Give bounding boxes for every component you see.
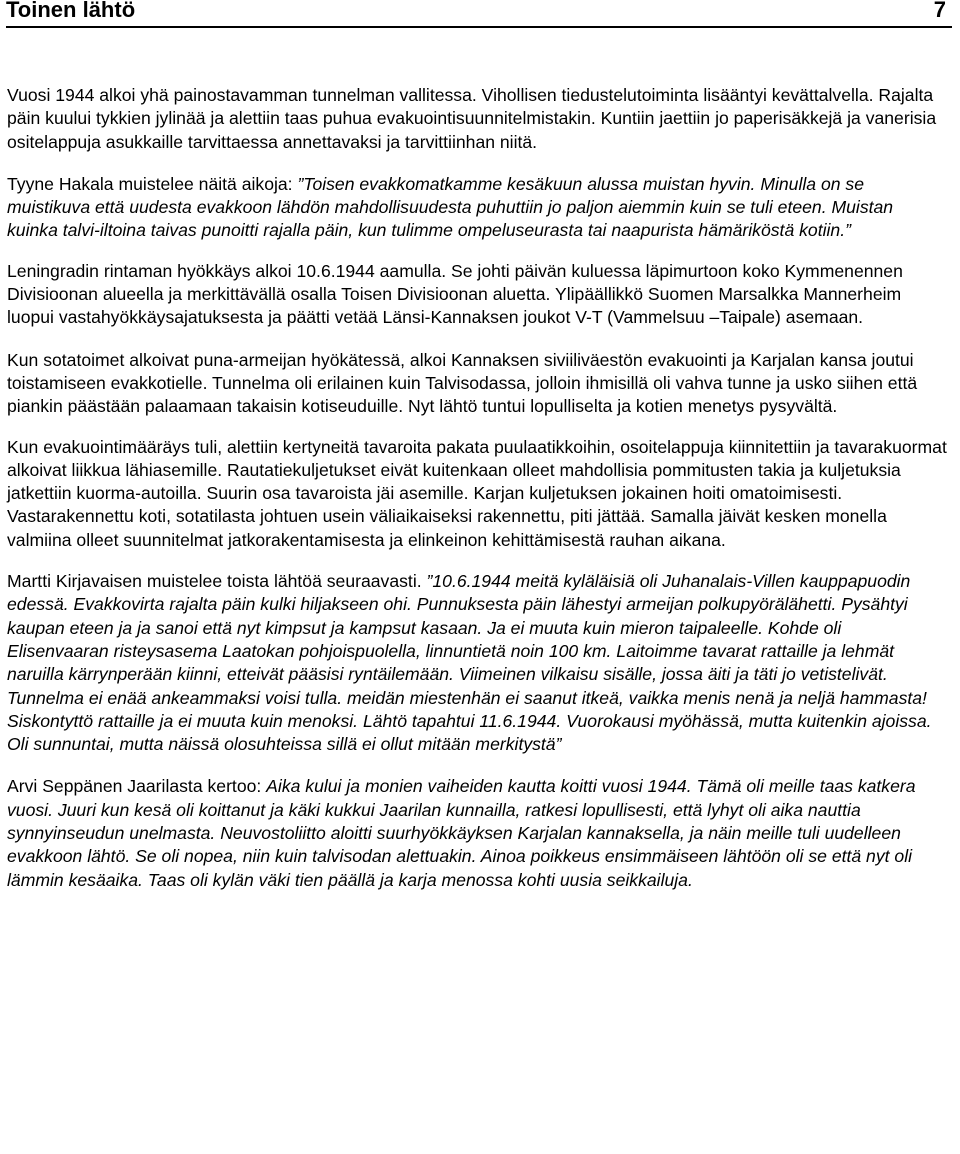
paragraph-seppanen — [7, 775, 947, 891]
paragraph-text: Vuosi 1944 alkoi yhä painostavamman tunnelman vallitessa. Vihollisen tiedustelutoiminta lisääntyi kevättalvella. Rajalta päin kuului tykkien jylinää ja alettiin taas puhua evakuointisuunnitelmistakin. Kuntiin jaettiin jo paperisäkkejä ja vanerisia ositelappuja asukkaille tarvittaessa annettavaksi ja tarvittiinhan niitä. — [7, 85, 937, 152]
paragraph-text: Kun evakuointimääräys tuli, alettiin kertyneitä tavaroita pakata puulaatikkoihin, osoitelappuja kiinnitettiin ja tavarakuormat alkoivat liikkua lähiasemille. Rautatiekuljetukset eivät kuitenkaan olleet mahdollisia pommitusten takia ja kuljetuksia jatkettiin kuorma-autoilla. Suurin osa tavaroista jäi asemille. Karjan kuljetuksen jokainen hoiti omatoimisesti. Vastarakennettu koti, sotatilasta johtuen usein väliaikaiseksi rakennettu, piti jättää. Samalla jäivät kesken monella valmiina olleet suunnitelmat jatkorakentamisesta ja elinkeinon kehittämisestä rauhan aikana. — [7, 436, 947, 550]
chapter-title: Toinen lähtö — [6, 0, 136, 22]
page-header — [6, 0, 952, 28]
paragraph-text: Martti Kirjavaisen muistelee toista lähtöä seuraavasti. — [7, 571, 427, 592]
paragraph-text: Kun sotatoimet alkoivat puna-armeijan hyökätessä, alkoi Kannaksen siviiliväestön evakuointi ja Karjalan kansa joutui toistamiseen evakkotielle. Tunnelma oli erilainen kuin Talvisodassa, jolloin ihmisillä oli vahva tunne ja usko siihen että piankin päästään palaamaan takaisin kotiseuduille. Nyt lähtö tuntui lopulliselta ja kotien menetys pysyvältä. — [7, 349, 918, 417]
document-body — [7, 84, 947, 892]
paragraph-text: Tyyne Hakala muistelee näitä aikoja: — [7, 173, 298, 194]
paragraph-intro — [7, 84, 947, 154]
quote-text: ”Toisen evakkomatkamme kesäkuun alussa muistan hyvin. Minulla on se muistikuva että uudesta evakkoon lähdön mahdollisuudesta puhuttiin jo paljon aiemmin kuin se tuli eteen. Muistan kuinka talvi-iltoina taivas punoitti rajalla päin, kun tulimme ompeluseurasta tai naapurista hämäriköstä kotiin.” — [7, 173, 894, 241]
paragraph-text: Leningradin rintaman hyökkäys alkoi 10.6.1944 aamulla. Se johti päivän kuluessa läpimurtoon koko Kymmenennen Divisioonan alueella ja merkittävällä osalla Toisen Divisioonan aluetta. Ylipäällikkö Suomen Marsalkka Mannerheim luopui vastahyökkäysajatuksesta ja päätti vetää Länsi-Kannaksen joukot V-T (Vammelsuu –Taipale) asemaan. — [7, 260, 903, 328]
paragraph-evacuation — [7, 349, 947, 419]
paragraph-kirjavainen — [7, 570, 947, 756]
paragraph-transport — [7, 436, 947, 552]
page-number: 7 — [933, 0, 946, 22]
quote-text: Aika kului ja monien vaiheiden kautta koitti vuosi 1944. Tämä oli meille taas katkera vuosi. Juuri kun kesä oli koittanut ja käki kukkui Jaarilan kunnailla, ratkesi lopullisesti, että lyhyt oli aika nauttia synnyinseudun unelmasta. Neuvostoliitto aloitti suurhyökkäyksen Karjalan kannaksella, ja näin meille tuli uudelleen evakkoon lähtö. Se oli nopea, niin kuin talvisodan alettuakin. Ainoa poikkeus ensimmäiseen lähtöön oli se että nyt oli lämmin kesäaika. Taas oli kylän väki tien päällä ja karja menossa kohti uusia seikkailuja. — [7, 776, 916, 890]
paragraph-offensive — [7, 260, 947, 330]
paragraph-hakala — [7, 173, 947, 243]
paragraph-text: Arvi Seppänen Jaarilasta kertoo: — [7, 776, 267, 797]
quote-text: ”10.6.1944 meitä kyläläisiä oli Juhanalais-Villen kauppapuodin edessä. Evakkovirta rajalta päin kulki hiljakseen ohi. Punnuksesta päin lähestyi armeijan polkupyörälähetti. Pysähtyi kaupan eteen ja ja sanoi että nyt kimpsut ja kampsut kasaan. Ja ei muuta kuin mieron taipaleelle. Kohde oli Elisenvaaran risteysasema Laatokan pohjoispuolella, linnuntietä noin 100 km. Laitoimme tavarat rattaille ja lehmät naruilla kärrynperään kiinni, etteivät pääsisi ryntäilemään. Viimeinen vilkaisu sisälle, jossa äiti ja täti jo vetistelivät. Tunnelma ei enää ankeammaksi voisi tulla. meidän miestenhän ei saanut itkeä, vaikka menis nenä ja neljä hammasta! Siskontyttö rattaille ja ei muuta kuin menoksi. Lähtö tapahtui 11.6.1944. Vuorokausi myöhässä, mutta kuitenkin ajoissa. Oli sunnuntai, mutta näissä olosuhteissa sillä ei ollut mitään merkitystä” — [7, 571, 932, 755]
